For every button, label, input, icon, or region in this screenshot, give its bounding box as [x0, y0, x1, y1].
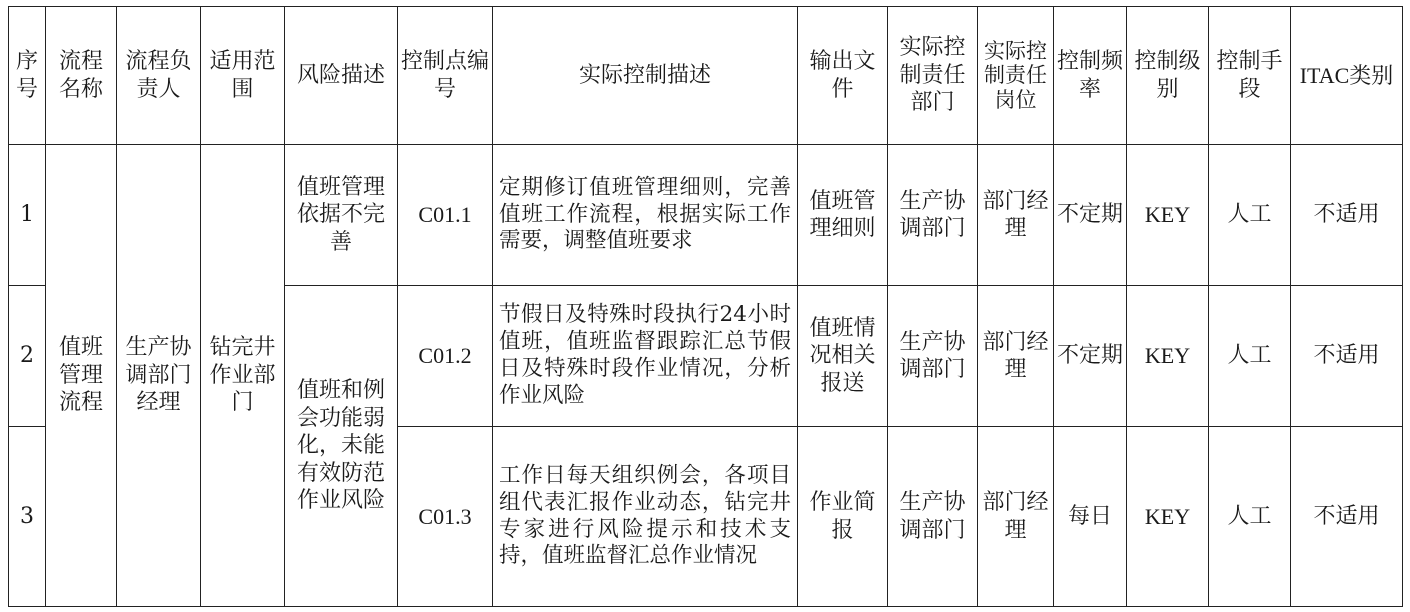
- cell-control-desc: 定期修订值班管理细则，完善值班工作流程，根据实际工作需要，调整值班要求: [493, 145, 798, 286]
- cell-control-code: C01.3: [398, 427, 493, 607]
- cell-scope: 钻完井作业部门: [201, 145, 285, 607]
- cell-seq: 3: [9, 427, 46, 607]
- cell-dept: 生产协调部门: [888, 286, 978, 427]
- cell-level: KEY: [1127, 286, 1209, 427]
- cell-output: 作业简报: [798, 427, 888, 607]
- table-row: [9, 145, 1403, 286]
- header-method: 控制手段: [1209, 7, 1291, 145]
- cell-freq: 不定期: [1054, 286, 1127, 427]
- cell-control-code: C01.1: [398, 145, 493, 286]
- cell-dept: 生产协调部门: [888, 427, 978, 607]
- header-process-owner: 流程负责人: [117, 7, 201, 145]
- cell-dept: 生产协调部门: [888, 145, 978, 286]
- cell-risk: 值班管理依据不完善: [285, 145, 398, 286]
- cell-risk-merged: 值班和例会功能弱化，未能有效防范作业风险: [285, 286, 398, 607]
- header-level: 控制级别: [1127, 7, 1209, 145]
- header-scope: 适用范围: [201, 7, 285, 145]
- header-risk: 风险描述: [285, 7, 398, 145]
- header-itac: ITAC类别: [1291, 7, 1403, 145]
- header-control-desc: 实际控制描述: [493, 7, 798, 145]
- cell-control-desc: 节假日及特殊时段执行24小时值班，值班监督跟踪汇总节假日及特殊时段作业情况，分析作业风险: [493, 286, 798, 427]
- cell-level: KEY: [1127, 427, 1209, 607]
- cell-control-desc: 工作日每天组织例会，各项目组代表汇报作业动态，钻完井专家进行风险提示和技术支持，值班监督汇总作业情况: [493, 427, 798, 607]
- cell-control-code: C01.2: [398, 286, 493, 427]
- header-output: 输出文件: [798, 7, 888, 145]
- cell-level: KEY: [1127, 145, 1209, 286]
- cell-method: 人工: [1209, 145, 1291, 286]
- header-post: 实际控制责任岗位: [978, 7, 1054, 145]
- cell-process-name: 值班管理流程: [46, 145, 117, 607]
- cell-post: 部门经理: [978, 145, 1054, 286]
- cell-post: 部门经理: [978, 427, 1054, 607]
- cell-freq: 不定期: [1054, 145, 1127, 286]
- cell-output: 值班情况相关报送: [798, 286, 888, 427]
- cell-seq: 1: [9, 145, 46, 286]
- cell-freq: 每日: [1054, 427, 1127, 607]
- header-process-name: 流程名称: [46, 7, 117, 145]
- internal-control-table: [8, 6, 1403, 607]
- cell-itac: 不适用: [1291, 286, 1403, 427]
- header-seq: 序号: [9, 7, 46, 145]
- cell-itac: 不适用: [1291, 145, 1403, 286]
- header-freq: 控制频率: [1054, 7, 1127, 145]
- header-dept: 实际控制责任部门: [888, 7, 978, 145]
- header-control-code: 控制点编号: [398, 7, 493, 145]
- cell-seq: 2: [9, 286, 46, 427]
- cell-process-owner: 生产协调部门经理: [117, 145, 201, 607]
- cell-method: 人工: [1209, 286, 1291, 427]
- cell-output: 值班管理细则: [798, 145, 888, 286]
- cell-post: 部门经理: [978, 286, 1054, 427]
- header-row: [9, 7, 1403, 145]
- cell-method: 人工: [1209, 427, 1291, 607]
- cell-itac: 不适用: [1291, 427, 1403, 607]
